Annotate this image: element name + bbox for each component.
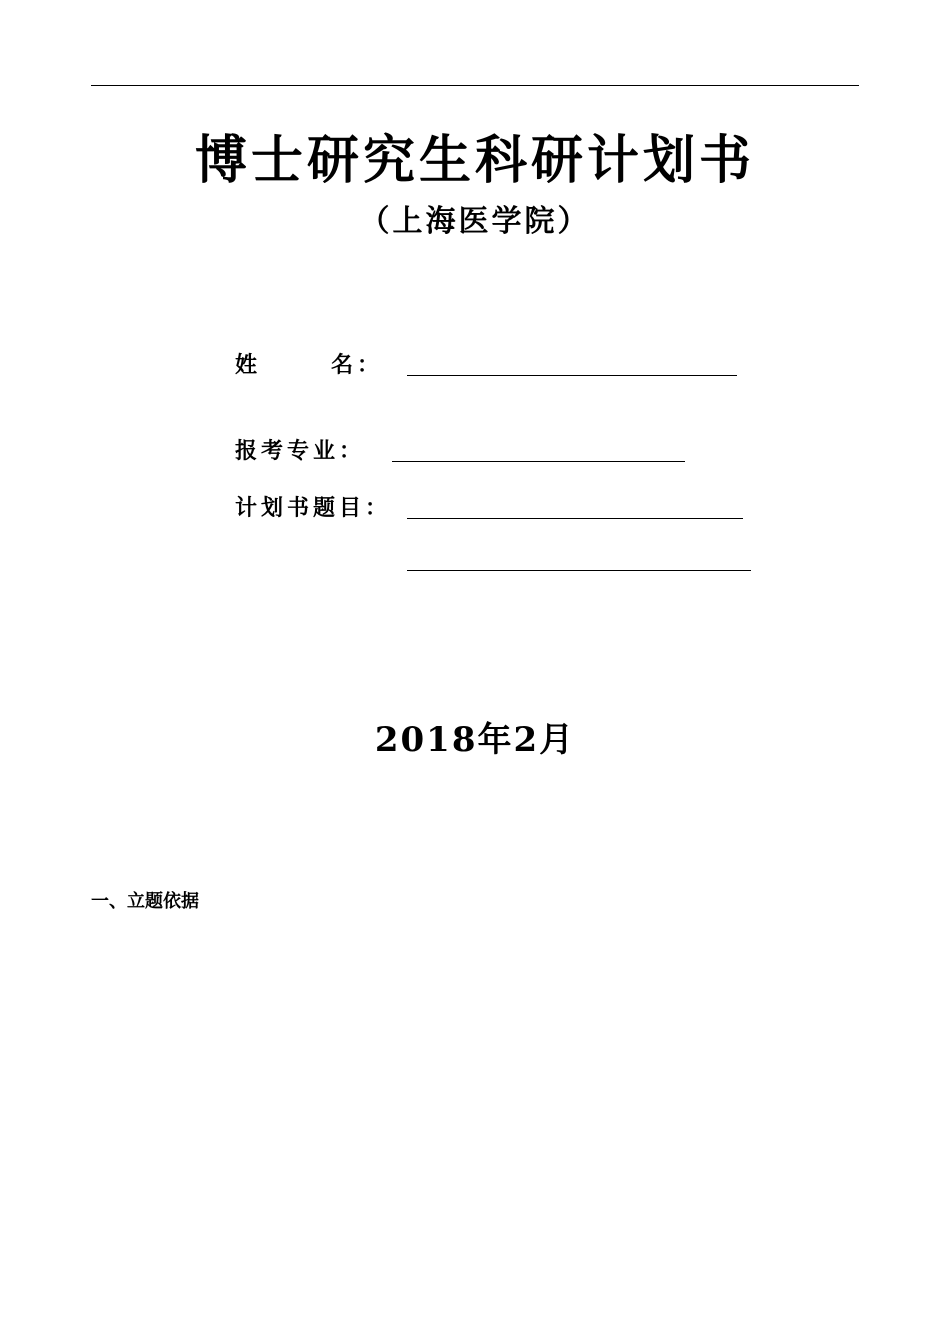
name-label: 姓 名： bbox=[235, 352, 383, 378]
major-field-line[interactable] bbox=[392, 461, 685, 462]
document-title: 博士研究生科研计划书 bbox=[194, 130, 755, 191]
name-field-line[interactable] bbox=[407, 375, 737, 376]
topic-label: 计划书题目： bbox=[235, 495, 392, 521]
document-subtitle: （上海医学院） bbox=[359, 204, 591, 239]
header-rule bbox=[91, 85, 859, 86]
section-heading-basis: 一、立题依据 bbox=[91, 891, 199, 911]
document-date: 2018年2月 bbox=[374, 720, 576, 760]
topic-field-line-2[interactable] bbox=[407, 570, 751, 571]
major-label: 报考专业： bbox=[235, 438, 366, 464]
topic-field-line-1[interactable] bbox=[407, 518, 743, 519]
